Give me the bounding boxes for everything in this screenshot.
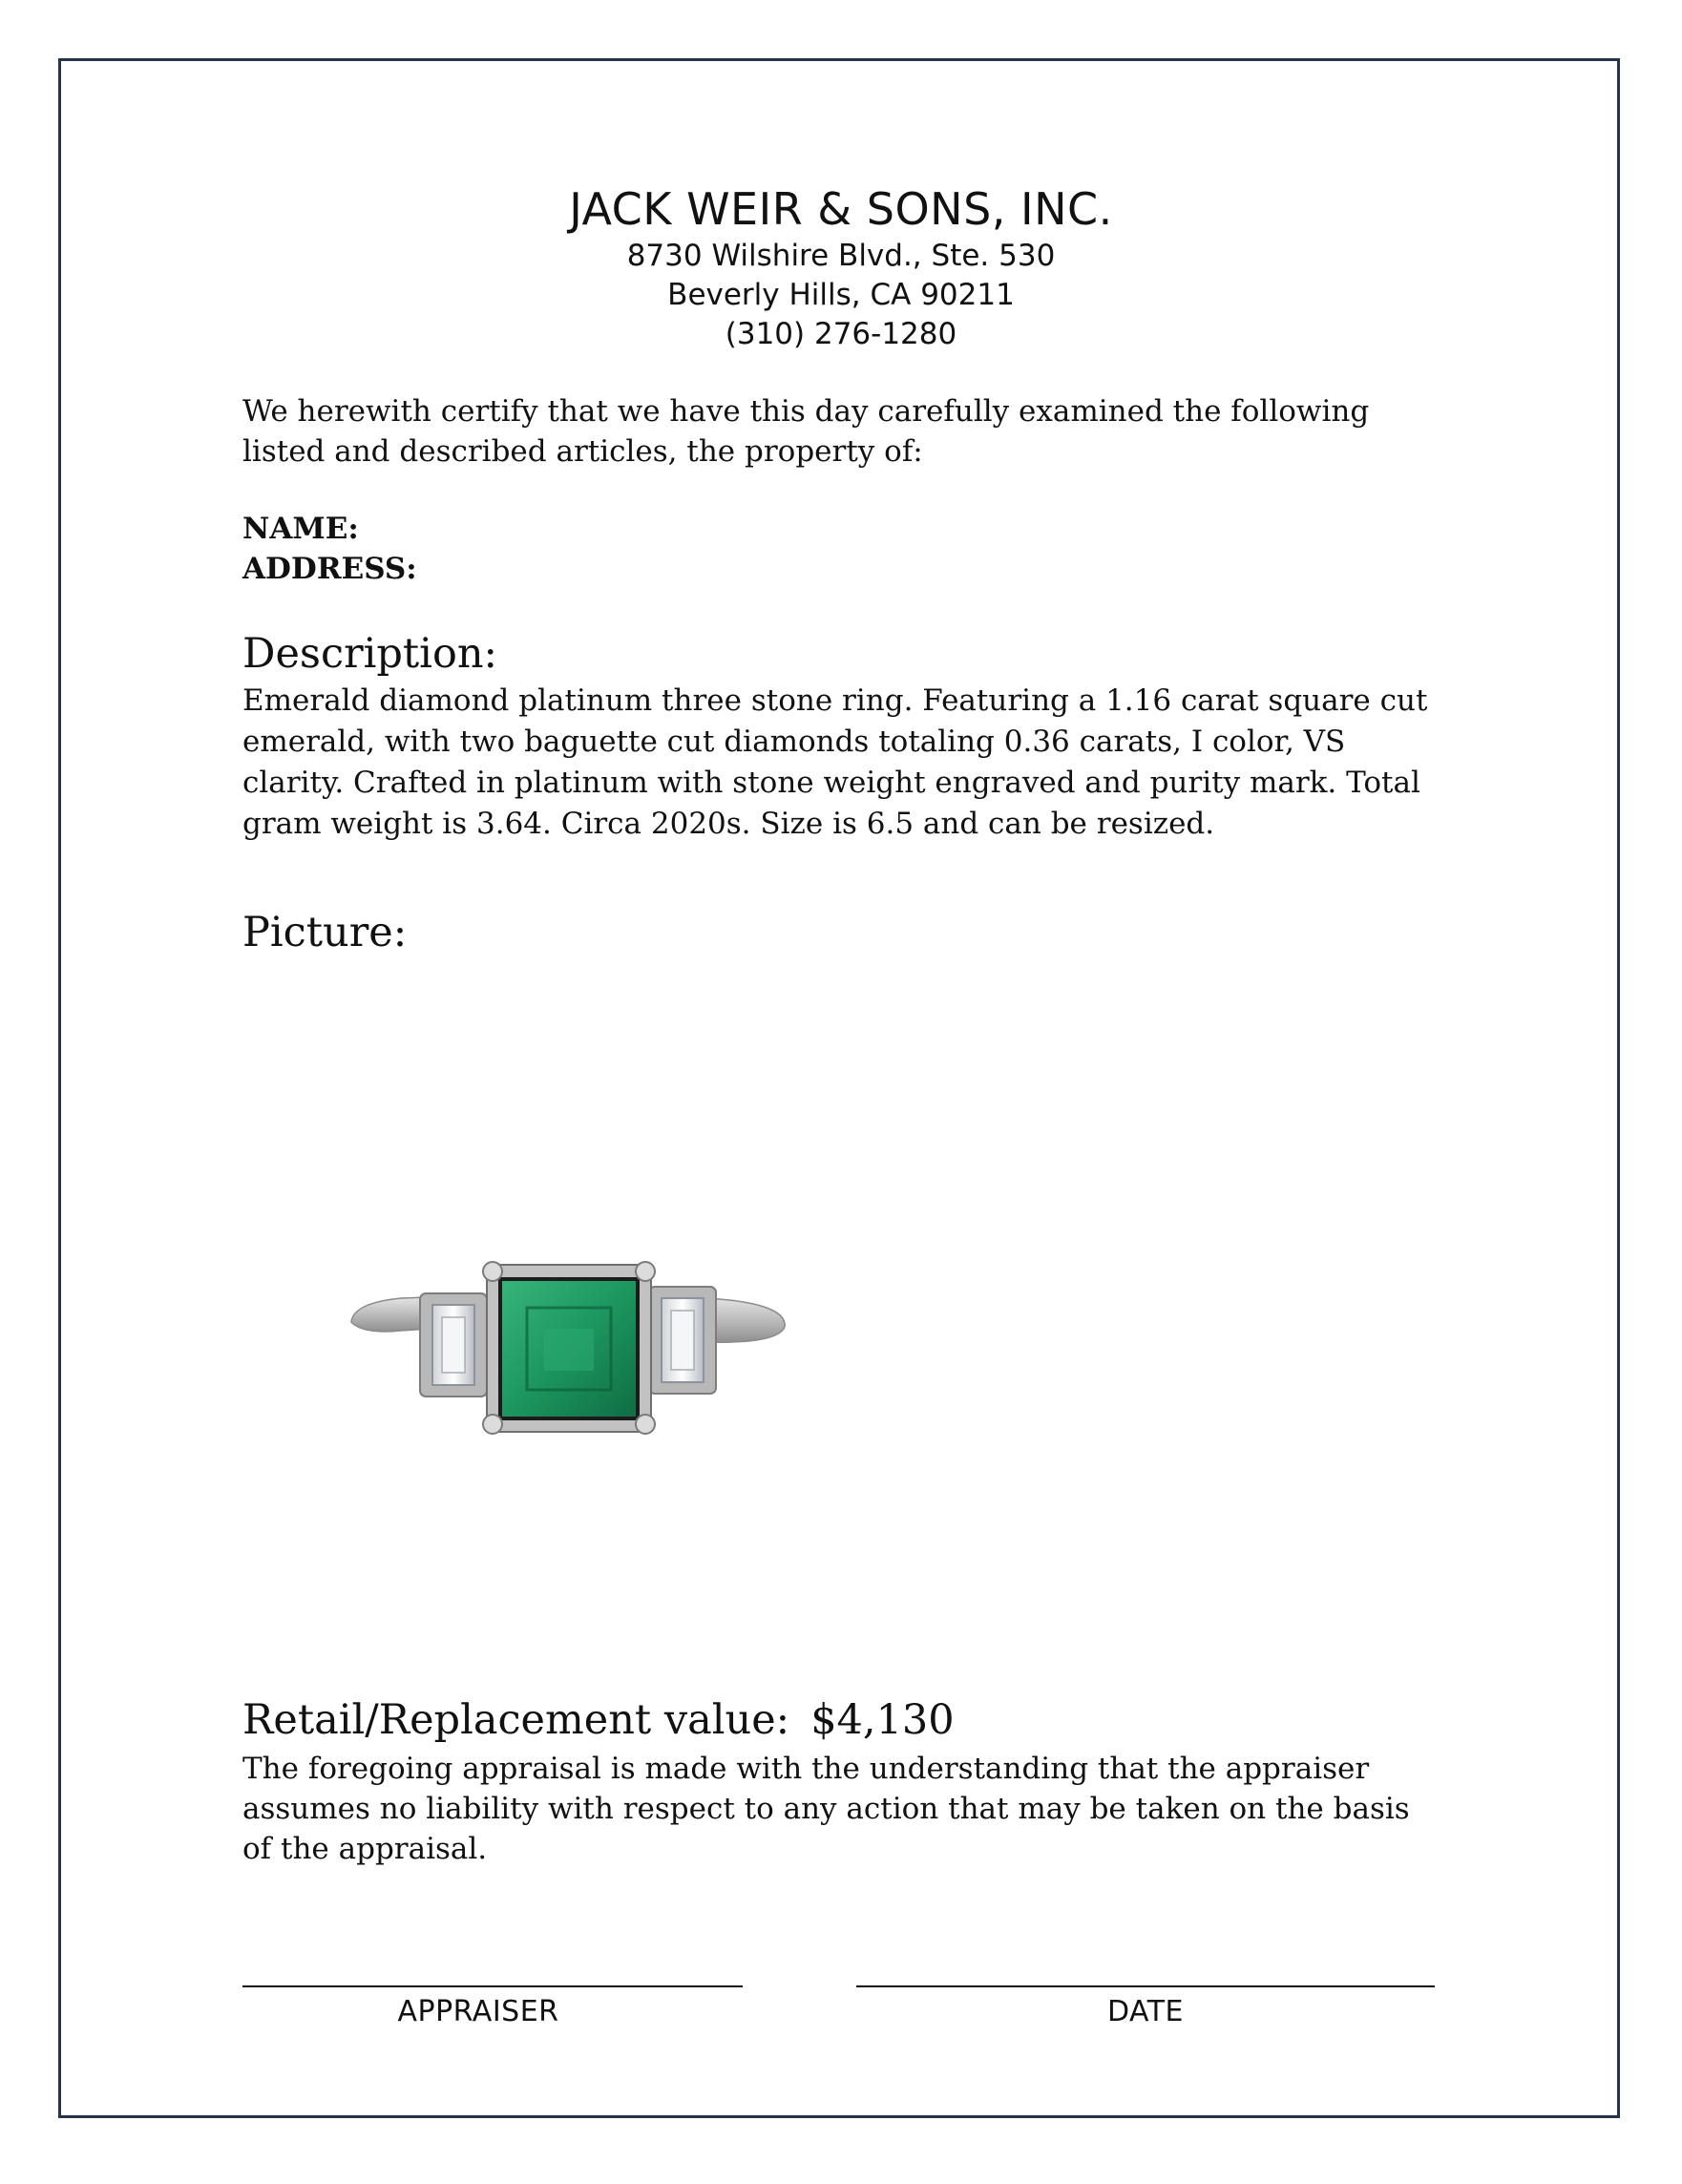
picture-heading: Picture: [242,909,408,956]
appraiser-label: APPRAISER [397,1995,559,2028]
value-line [242,1695,1445,1745]
description-heading: Description: [242,630,498,678]
address-label: ADDRESS: [242,552,417,586]
date-signature-line [856,1985,1435,1987]
street-address: 8730 Wilshire Blvd., Ste. 530 [626,239,1056,273]
appraiser-signature-line [242,1985,743,1987]
date-label: DATE [1106,1995,1185,2028]
certification-text: We herewith certify that we have this day carefully examined the following listed and described articles, the property of: [242,394,1370,469]
name-label: NAME: [242,512,359,546]
value-label: Retail/Replacement value: [242,1696,790,1744]
owner-fields [242,509,1445,589]
company-name: JACK WEIR & SONS, INC. [569,183,1113,235]
description-body: Emerald diamond platinum three stone ring. Featuring a 1.16 carat square cut emerald, with two baguette cut diamonds totaling 0.36 carats, I color, VS clarity. Crafted in platinum with stone weight engraved and purity mark. Total gram weight is 3.64. Circa 2020s. Size is 6.5 and can be resized. [242,683,1428,841]
value-amount: $4,130 [810,1696,955,1744]
letterhead [0,181,1682,354]
disclaimer-text: The foregoing appraisal is made with the understanding that the appraiser assumes no liability with respect to any action that may be taken on the basis of the appraisal. [242,1752,1410,1866]
phone-number: (310) 276-1280 [725,317,957,351]
city-state-zip: Beverly Hills, CA 90211 [667,278,1015,312]
ring-photo [344,1250,821,1460]
